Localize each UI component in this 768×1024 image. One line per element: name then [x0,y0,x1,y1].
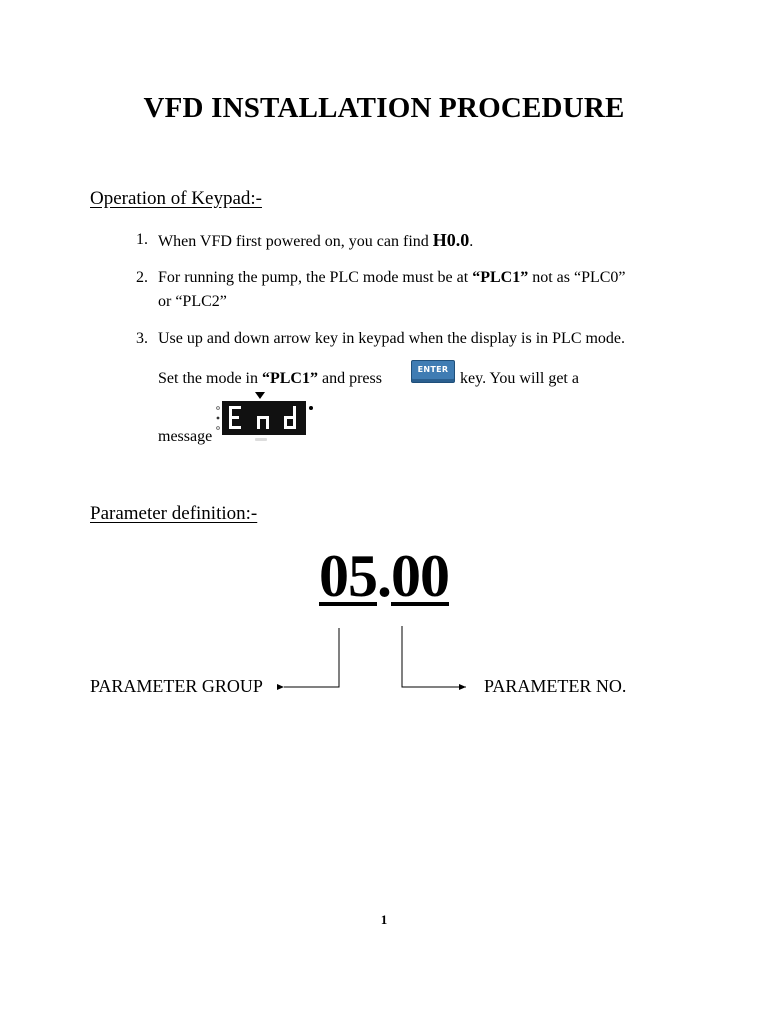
parameter-group-digits: 05 [319,543,377,609]
list-item-1-text: When VFD first powered on, you can find [158,233,433,250]
list-number-3: 3. [136,330,148,347]
list-number-2: 2. [136,269,148,286]
list-item-1-end: . [469,233,474,250]
list-item-1-code: H0.0 [432,230,470,250]
list-item-3-press: and press [317,370,382,387]
list-item-2-mode: “PLC1” [472,269,529,286]
list-item-2-line2: or “PLC2” [158,293,227,310]
parameter-group-label: PARAMETER GROUP [90,676,263,696]
parameter-number-digits: 00 [391,543,449,609]
enter-key-label: ENTER [417,365,449,374]
list-number-1: 1. [136,231,148,248]
list-item-2-tail: not as “PLC0” [528,269,626,286]
number-arrow [402,626,466,687]
list-item-3-line3: message [158,428,213,445]
list-item-3-line2-tail: key. You will get a [460,370,579,387]
page-title: VFD INSTALLATION PROCEDURE [143,92,625,124]
parameter-separator: . [377,543,391,609]
section-heading-keypad: Operation of Keypad:- [90,188,262,209]
parameter-number-label: PARAMETER NO. [484,676,627,696]
list-item-3-line1: Use up and down arrow key in keypad when the display is in PLC mode. [158,330,626,347]
page-number: 1 [380,912,388,927]
list-item-3-mode: “PLC1” [261,370,318,387]
list-item-3-text: Set the mode in [158,370,262,387]
group-arrow [284,628,339,687]
section-heading-parameter: Parameter definition:- [90,503,258,524]
list-item-2-text: For running the pump, the PLC mode must be at [158,269,473,286]
